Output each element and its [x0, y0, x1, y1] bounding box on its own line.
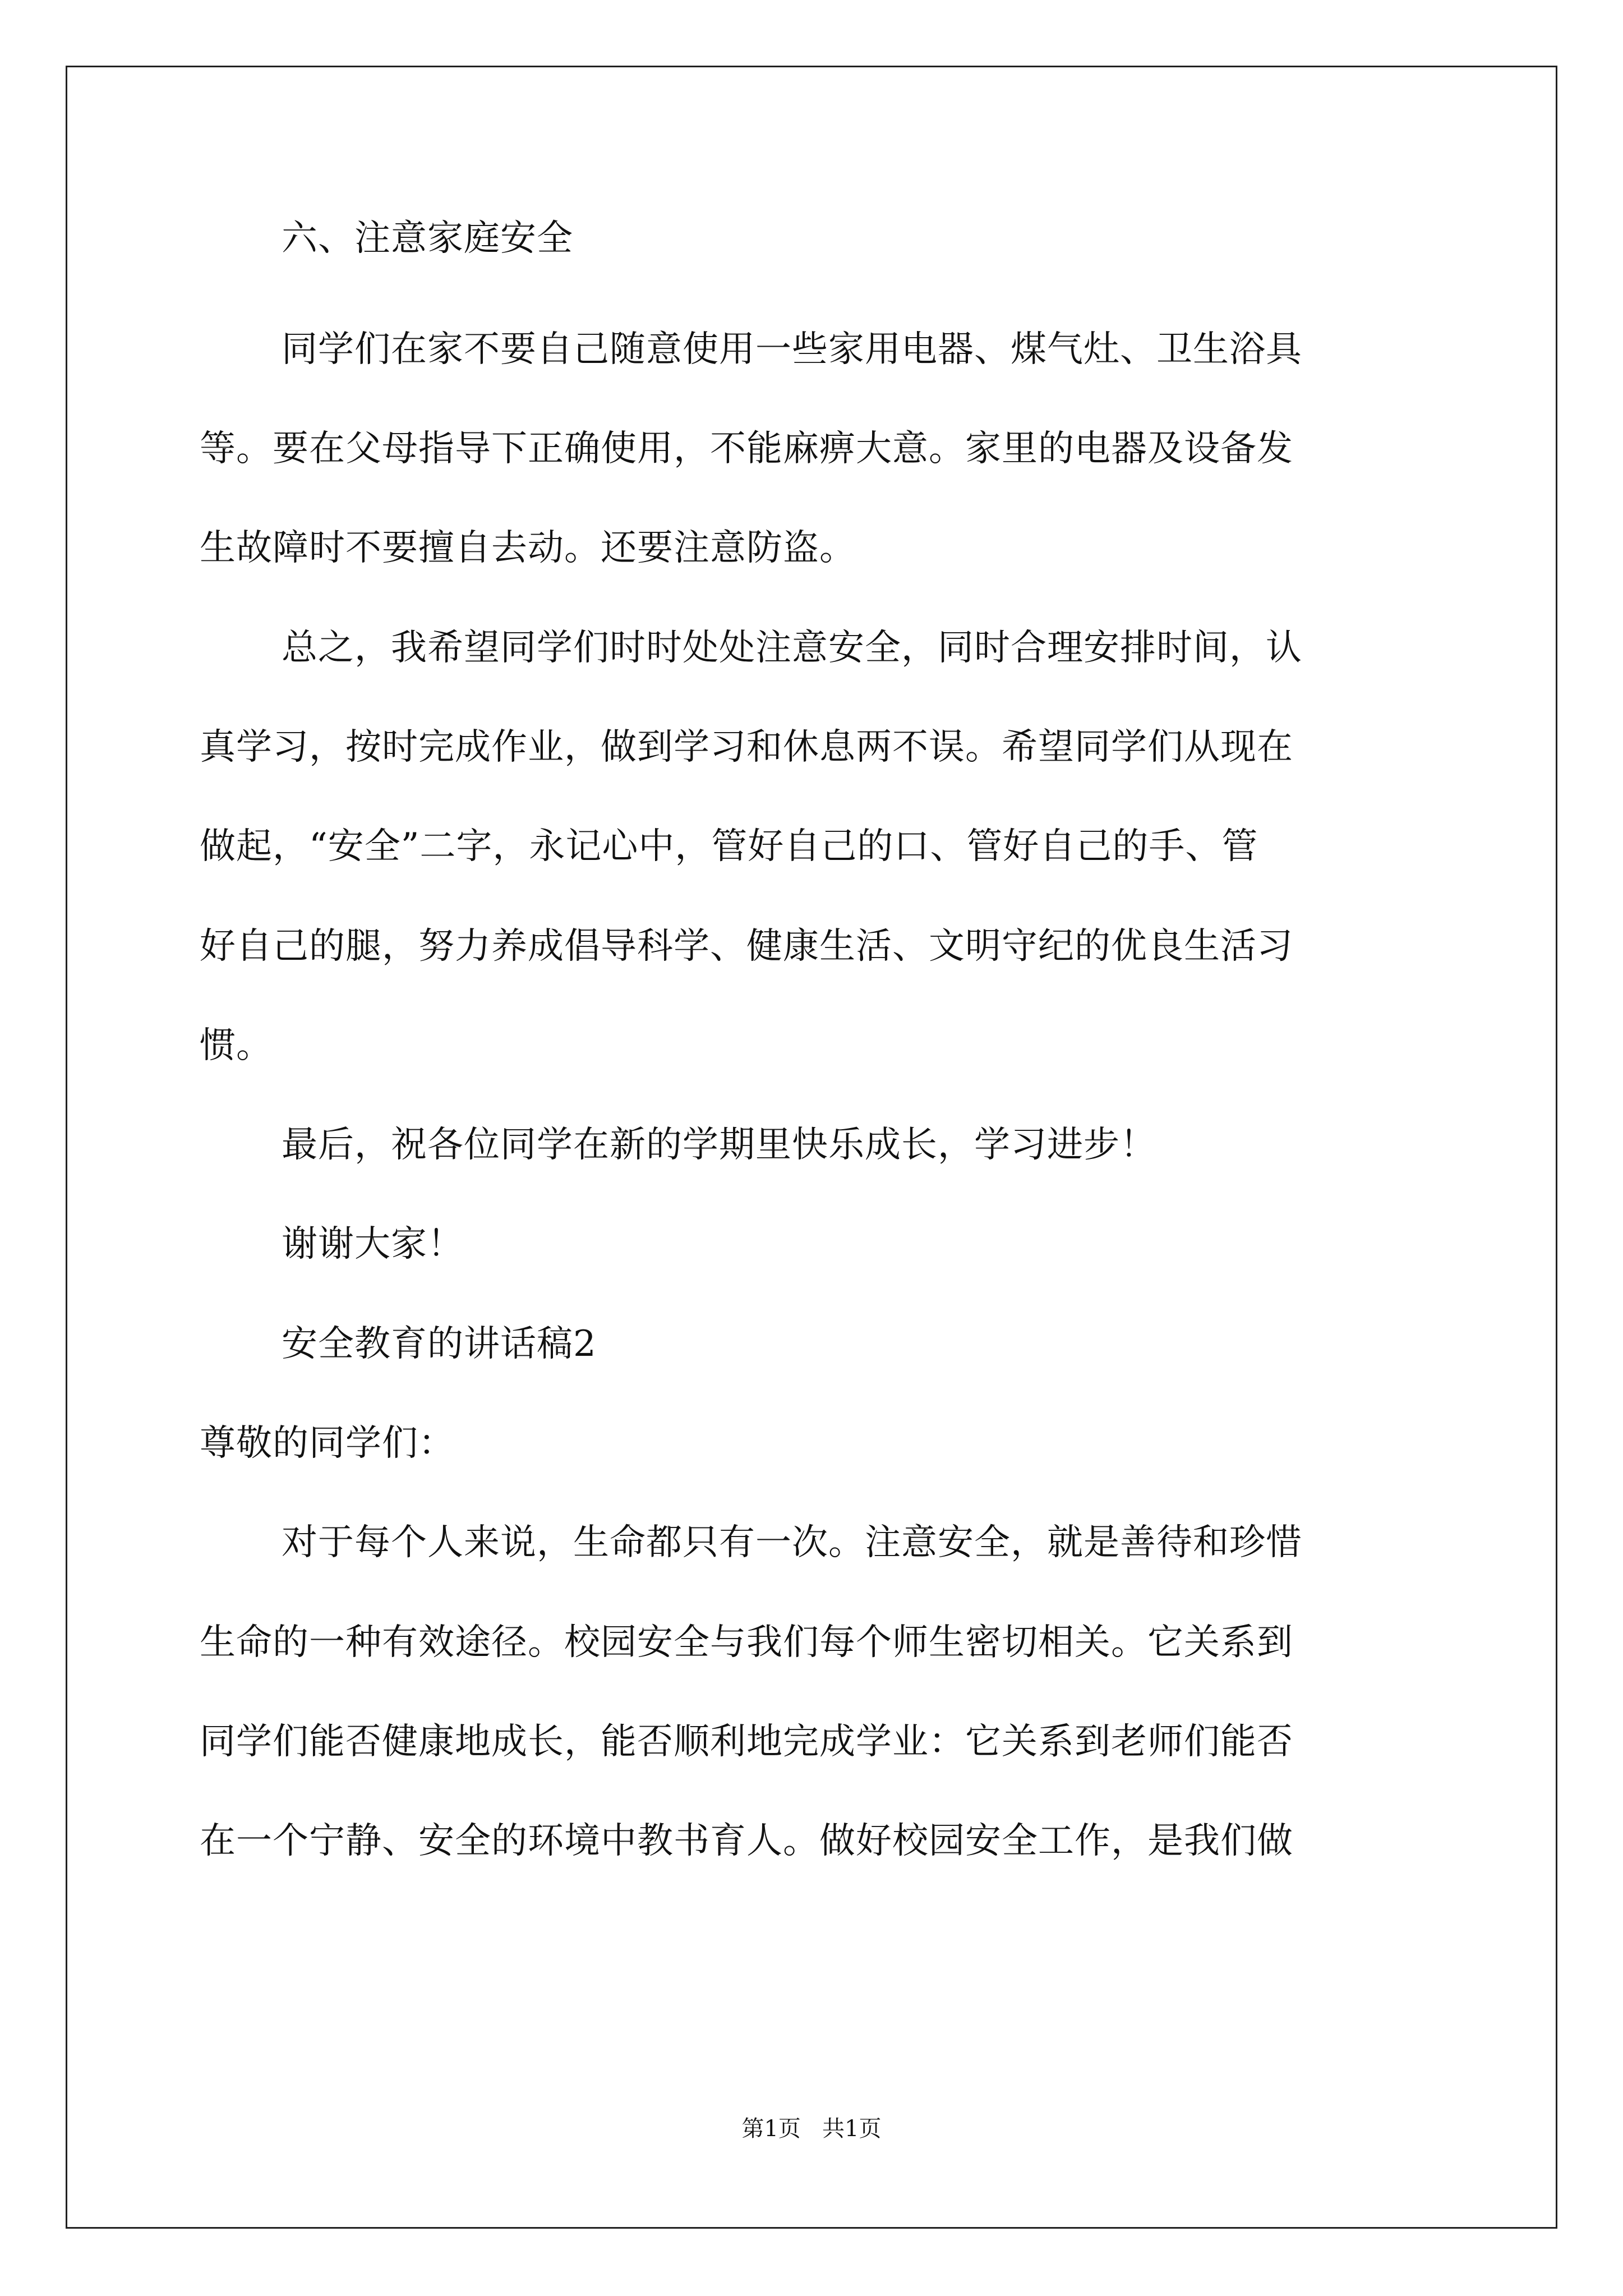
- paragraph-line: 等。要在父母指导下正确使用，不能麻痹大意。家里的电器及设备发: [200, 428, 1293, 470]
- paragraph-line: 生命的一种有效途径。校园安全与我们每个师生密切相关。它关系到: [200, 1622, 1293, 1663]
- paragraph-line: 同学们在家不要自己随意使用一些家用电器、煤气灶、卫生浴具: [282, 329, 1302, 370]
- paragraph-line: 真学习，按时完成作业，做到学习和休息两不误。希望同学们从现在: [200, 726, 1293, 768]
- paragraph-line: 总之，我希望同学们时时处处注意安全，同时合理安排时间，认: [282, 627, 1302, 669]
- paragraph-line: 同学们能否健康地成长，能否顺利地完成学业：它关系到老师们能否: [200, 1721, 1293, 1763]
- salutation: 尊敬的同学们：: [200, 1423, 455, 1464]
- paragraph-line: 谢谢大家！: [282, 1223, 464, 1265]
- paragraph-line: 惯。: [200, 1025, 273, 1066]
- section-title: 安全教育的讲话稿2: [282, 1323, 597, 1365]
- paragraph-line: 做起，“安全”二字，永记心中，管好自己的口、管好自己的手、管: [200, 826, 1258, 867]
- paragraph-line: 好自己的腿，努力养成倡导科学、健康生活、文明守纪的优良生活习: [200, 926, 1293, 967]
- paragraph-line: 对于每个人来说，生命都只有一次。注意安全，就是善待和珍惜: [282, 1522, 1302, 1563]
- paragraph-line: 生故障时不要擅自去动。还要注意防盗。: [200, 527, 856, 569]
- paragraph-line: 最后，祝各位同学在新的学期里快乐成长，学习进步！: [282, 1124, 1156, 1166]
- section-heading: 六、注意家庭安全: [282, 218, 573, 259]
- page-number-footer: 第1页 共1页: [741, 2116, 882, 2142]
- paragraph-line: 在一个宁静、安全的环境中教书育人。做好校园安全工作，是我们做: [200, 1820, 1293, 1862]
